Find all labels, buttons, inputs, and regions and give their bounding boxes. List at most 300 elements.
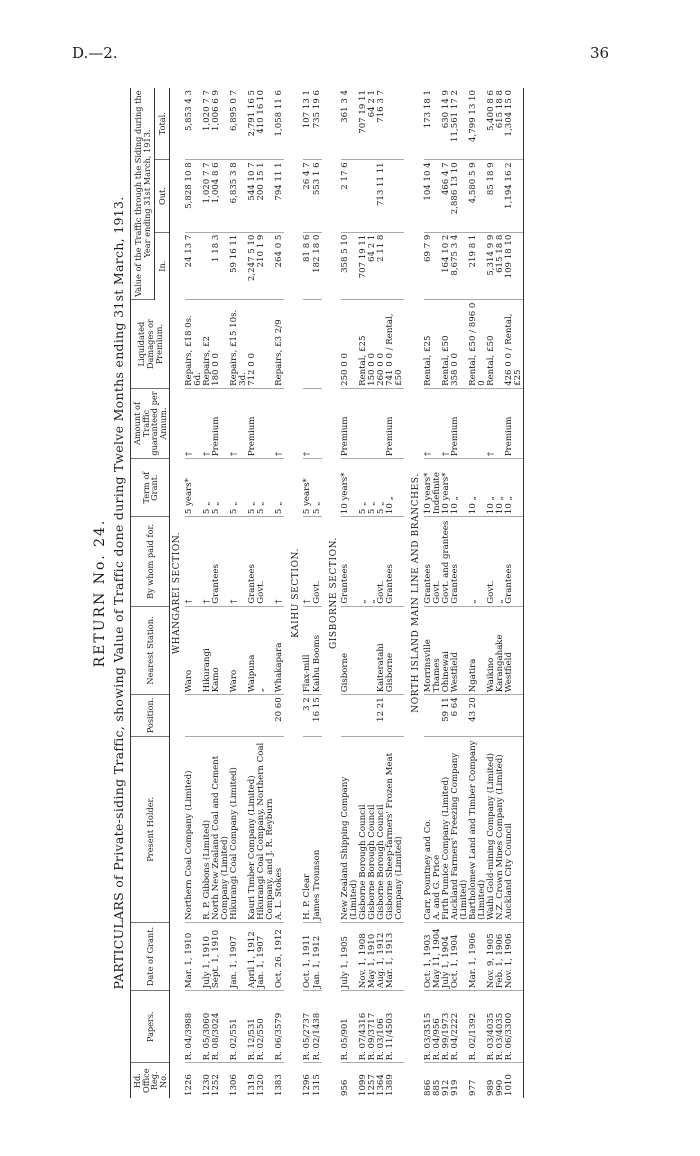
table-cell: 12 21 [377, 695, 386, 736]
table-cell [185, 695, 203, 736]
table-cell: 10 „ [469, 459, 487, 517]
table-cell: 1,020 7 7 [203, 160, 212, 232]
table-cell: 173 18 1 [424, 88, 433, 160]
table-cell: 5 „ [212, 459, 230, 517]
header-out: Out. [155, 160, 170, 232]
table-cell: † [303, 517, 312, 607]
table-cell: R. 07/4316 [359, 991, 368, 1063]
table-cell: July 1, 1910 [203, 922, 212, 990]
table-cell: 5,828 10 8 [185, 160, 203, 232]
table-cell: Hikurangi [203, 606, 212, 695]
table-cell: 200 15 1 [257, 160, 275, 232]
table-cell: „ [257, 606, 275, 695]
table-cell: Firth Pumice Company (Limited) [442, 736, 451, 922]
table-cell: R. 02/551 [230, 991, 248, 1063]
table-cell: 358 5 10 [341, 232, 359, 300]
header-in: In. [155, 232, 170, 300]
table-cell: 1383 [274, 1074, 285, 1096]
table-cell: R. 02/1392 [469, 991, 487, 1063]
table-cell: 466 4 7 [442, 160, 451, 232]
table-cell [469, 388, 487, 458]
table-cell: 5,853 4 3 [185, 88, 203, 160]
table-cell: 69 7 9 [424, 232, 433, 300]
table-cell [359, 606, 368, 695]
table-cell: Feb. 1, 1906 [496, 922, 505, 990]
section-heading: GISBORNE SECTION. [328, 536, 339, 650]
table-cell: Premium [451, 388, 469, 458]
table-cell: † [185, 388, 203, 458]
table-cell: 1,006 6 9 [212, 88, 230, 160]
table-cell: Grantees [341, 517, 359, 607]
table-cell: Gisborne Borough Council [368, 736, 377, 922]
table-cell: H. P. Clear [303, 736, 312, 922]
table-cell: 5 „ [257, 459, 275, 517]
table-cell: Ohinewai [442, 606, 451, 695]
table-cell: Westfield [505, 606, 524, 695]
table-cell: 5 years* [185, 459, 203, 517]
table-cell: Indefinite [433, 459, 442, 517]
table-cell: R. 12/531 [248, 991, 257, 1063]
table-cell: R. 08/3024 [212, 991, 230, 1063]
table-cell: 104 10 4 [424, 160, 433, 232]
table-cell: 1306 [228, 1074, 239, 1096]
table-cell: † [442, 388, 451, 458]
section-heading: KAIHU SECTION. [291, 548, 302, 638]
table-cell [386, 695, 404, 736]
table-cell: Aug. 1, 1912 [377, 922, 386, 990]
table-cell: Gisborne Borough Council [377, 736, 386, 922]
header-damages: Liquidated Damages or Premium. [131, 300, 170, 389]
table-body [170, 88, 523, 1098]
table-cell: Thames [433, 606, 442, 695]
table-cell: 3 2 [303, 695, 312, 736]
table-cell: 64 2 1 [368, 232, 377, 300]
table-cell: Kamo [212, 606, 230, 695]
table-cell [505, 695, 524, 736]
table-cell: Gisborne [341, 606, 359, 695]
table-cell: May 1, 1910 [368, 922, 377, 990]
table-cell: Karangahake [496, 606, 505, 695]
table-row [505, 88, 524, 1098]
table-row [386, 88, 404, 1098]
table-cell: Sept. 1, 1910 [212, 922, 230, 990]
table-cell [386, 160, 404, 232]
table-cell: 410 16 10 [257, 88, 275, 160]
table-cell: „ [469, 517, 487, 607]
table-cell [496, 695, 505, 736]
table-cell: 64 2 1 [368, 88, 377, 160]
section-heading-row [289, 88, 303, 1098]
table-cell: May 11, 1904 [433, 922, 442, 990]
table-cell: R. 06/3300 [505, 991, 524, 1063]
table-cell: R. 03/4035 [487, 991, 496, 1063]
table-row [230, 88, 248, 1098]
table-cell [212, 695, 230, 736]
table-row [451, 88, 469, 1098]
table-cell: Northern Coal Company (Limited) [185, 736, 203, 922]
table-cell: 6,895 0 7 [230, 88, 248, 160]
table-cell: 5,314 9 9 [487, 232, 496, 300]
table-cell [248, 695, 257, 736]
table-cell: † [275, 517, 284, 607]
table-cell: Rental, £25 [359, 300, 368, 389]
table-cell: R. 04/956 [433, 991, 442, 1063]
table-cell: Govt. [313, 517, 322, 607]
table-cell [230, 695, 248, 736]
table-cell: 1,304 15 0 [505, 88, 524, 160]
table-cell: R. 09/3717 [368, 991, 377, 1063]
table-cell: 8,675 3 4 [451, 232, 469, 300]
table-cell: Jan. 1, 1907 [257, 922, 275, 990]
table-cell: 10 years* [442, 459, 451, 517]
table-cell: 1315 [311, 1074, 322, 1096]
table-cell: 1226 [183, 1074, 194, 1096]
table-cell [433, 388, 442, 458]
table-cell: 712 0 0 [248, 300, 257, 389]
page-reference: D.—2. [72, 44, 118, 62]
table-cell: 10 „ [487, 459, 496, 517]
table-cell: Oct. 1, 1904 [451, 922, 469, 990]
table-cell: „ [496, 517, 505, 607]
table-cell: R. 05/2737 [303, 991, 312, 1063]
table-cell: Premium [341, 388, 359, 458]
table-cell: 1 18 3 [212, 232, 230, 300]
table-cell: 912 [440, 1079, 451, 1096]
header-regno: Hd. Office Reg. No. [131, 1063, 170, 1098]
table-cell: 361 3 4 [341, 88, 359, 160]
table-cell: Morrinsville [424, 606, 433, 695]
table-cell: 1364 [376, 1074, 387, 1096]
table-cell: Grantees [451, 517, 469, 607]
table-cell: Oct. 26, 1912 [275, 922, 284, 990]
table-cell [341, 695, 359, 736]
table-cell: Mar. 1, 1906 [469, 922, 487, 990]
table-cell: † [203, 517, 212, 607]
table-cell: 5 „ [275, 459, 284, 517]
table-cell [303, 300, 312, 389]
table-cell: 1,058 11 6 [275, 88, 284, 160]
table-cell: Flax-mill [303, 606, 312, 695]
table-cell: Grantees [386, 517, 404, 607]
table-cell: Nov. 1, 1906 [505, 922, 524, 990]
table-cell: 180 0 0 [212, 300, 230, 389]
table-cell: 1,020 7 7 [203, 88, 212, 160]
table-cell: July 1, 1905 [341, 922, 359, 990]
table-cell: Nov. 9, 1905 [487, 922, 496, 990]
table-cell: † [230, 388, 248, 458]
table-cell: Repairs, £18 0s. 6d. [185, 300, 203, 389]
table-cell: Mar. 1, 1910 [185, 922, 203, 990]
table-cell: 26 4 7 [303, 160, 312, 232]
table-cell: 16 15 [313, 695, 322, 736]
table-cell [313, 300, 322, 389]
table-cell: 1319 [246, 1074, 257, 1096]
header-total: Total. [155, 88, 170, 160]
table-cell: 5 „ [368, 459, 377, 517]
table-cell: 59 11 [442, 695, 451, 736]
table-cell: 990 [494, 1079, 505, 1096]
table-cell: Grantees [248, 517, 257, 607]
table-cell: 182 18 0 [313, 232, 322, 300]
table-cell: Gisborne Sheep-farmers' Frozen Meat Company (Limited) [386, 736, 404, 922]
table-cell: Waipuna [248, 606, 257, 695]
table-cell: Kaiteratahi [377, 606, 386, 695]
table-cell: Whakapara [275, 606, 284, 695]
table-cell: 716 3 7 [377, 88, 386, 160]
table-cell: Premium [505, 388, 524, 458]
table-cell: 10 „ [386, 459, 404, 517]
header-term: Term of Grant. [131, 459, 170, 517]
table-cell [424, 695, 433, 736]
table-cell: 250 0 0 [341, 300, 359, 389]
table-cell [359, 695, 368, 736]
section-heading-row [409, 88, 423, 1098]
table-cell: 1,004 8 6 [212, 160, 230, 232]
table-cell: James Trounson [313, 736, 322, 922]
table-cell: R. 05/901 [341, 991, 359, 1063]
table-row [341, 88, 359, 1098]
table-cell: 544 10 7 [248, 160, 257, 232]
table-cell: Grantees [424, 517, 433, 607]
header-value-group: Value of the Traffic through the Siding during the Year ending 31st March, 1913. [131, 88, 155, 300]
table-cell: R. 02/1438 [313, 991, 322, 1063]
table-cell: R. 11/4503 [386, 991, 404, 1063]
table-cell: 866 [422, 1079, 433, 1096]
table-cell: 4,580 5 9 [469, 160, 487, 232]
table-cell: Hikurangi Coal Company, Northern Coal Company, and J. R. Reyburn [257, 736, 275, 922]
table-cell: 4,799 13 10 [469, 88, 487, 160]
table-cell [359, 388, 368, 458]
table-cell: 5,400 8 6 [487, 88, 496, 160]
table-row [185, 88, 203, 1098]
header-holder: Present Holder. [131, 736, 170, 922]
table-cell: 150 0 0 [368, 300, 377, 389]
table-cell: † [424, 388, 433, 458]
table-cell: 956 [339, 1079, 350, 1096]
table-cell: 794 11 1 [275, 160, 284, 232]
header-amount: Amount of Traffic guaranteed per Annum. [131, 388, 170, 458]
table-cell: 2,886 13 10 [451, 160, 469, 232]
table-cell: 1296 [302, 1074, 313, 1096]
header-papers: Papers. [131, 991, 170, 1063]
table-cell: Grantees [505, 517, 524, 607]
table-cell: 885 [431, 1079, 442, 1096]
table-cell: 426 0 0 / Rental, £25 [505, 300, 524, 389]
table-cell: † [275, 388, 284, 458]
table-cell: 5 „ [203, 459, 212, 517]
table-cell: Rental, £50 [442, 300, 451, 389]
table-cell: 85 18 9 [487, 160, 496, 232]
table-row [275, 88, 284, 1098]
table-cell: 24 13 7 [185, 232, 203, 300]
section-heading-row [170, 88, 185, 1098]
table-cell: A. L. Stokes [275, 736, 284, 922]
table-cell: „ [368, 517, 377, 607]
table-cell: 1252 [210, 1074, 221, 1096]
table-cell: 59 16 11 [230, 232, 248, 300]
table-cell: 109 18 10 [505, 232, 524, 300]
table-cell: 6,835 3 8 [230, 160, 248, 232]
table-cell: 615 18 8 [496, 88, 505, 160]
table-cell: 1389 [385, 1074, 396, 1096]
table-cell: Carr, Pountney and Co. [424, 736, 433, 922]
table-cell: 989 [485, 1079, 496, 1096]
table-cell: R. 04/2222 [451, 991, 469, 1063]
table-cell: Gisborne [386, 606, 404, 695]
table-cell: 1320 [256, 1074, 266, 1096]
table-row [313, 88, 322, 1098]
table-cell [257, 388, 275, 458]
table-cell: R. 03/4035 [496, 991, 505, 1063]
table-cell: † [203, 388, 212, 458]
table-cell: 713 11 11 [377, 160, 386, 232]
table-cell: Jan. 1, 1907 [230, 922, 248, 990]
section-heading-row [327, 88, 341, 1098]
private-siding-table [130, 88, 524, 1098]
table-cell: North New Zealand Coal and Cement Company (Limited) [212, 736, 230, 922]
table-cell: July 1, 1904 [442, 922, 451, 990]
table-cell: R. 03/106 [377, 991, 386, 1063]
section-heading: NORTH ISLAND MAIN LINE AND BRANCHES. [411, 473, 422, 713]
table-cell: Mar. 1, 1913 [386, 922, 404, 990]
table-cell: 219 8 1 [469, 232, 487, 300]
table-cell: Govt. [487, 517, 496, 607]
table-cell: 2 11 8 [377, 232, 386, 300]
table-cell: 10 „ [451, 459, 469, 517]
table-cell: 107 13 1 [303, 88, 312, 160]
table-cell: Kaihu Booms [313, 606, 322, 695]
table-cell: 260 0 0 [377, 300, 386, 389]
table-cell: R. 99/1973 [442, 991, 451, 1063]
table-row [257, 88, 275, 1098]
table-cell: 210 1 9 [257, 232, 275, 300]
table-row [469, 88, 487, 1098]
table-cell: † [185, 517, 203, 607]
section-heading: WHANGAREI SECTION. [172, 531, 183, 655]
table-cell: New Zealand Shipping Company (Limited) [341, 736, 359, 922]
table-cell [203, 695, 212, 736]
table-cell: A. and G. Price [433, 736, 442, 922]
rotated-table-block [90, 88, 658, 1098]
table-cell: 707 19 11 [359, 232, 368, 300]
table-cell: 10 „ [505, 459, 524, 517]
table-cell: 5 „ [248, 459, 257, 517]
table-cell: 615 18 8 [496, 232, 505, 300]
table-cell: Auckland City Council [505, 736, 524, 922]
table-cell: Westfield [451, 606, 469, 695]
table-cell: Hikurangi Coal Company (Limited) [230, 736, 248, 922]
table-cell: Premium [248, 388, 257, 458]
table-cell [487, 695, 496, 736]
page-number: 36 [590, 44, 610, 62]
table-cell [386, 232, 404, 300]
table-cell: R. P. Gibbons (Limited) [203, 736, 212, 922]
table-cell: 5 „ [359, 459, 368, 517]
table-cell: 164 10 2 [442, 232, 451, 300]
table-row [212, 88, 230, 1098]
table-cell: R. 05/3060 [203, 991, 212, 1063]
table-cell: Oct. 1, 1903 [424, 922, 433, 990]
header-paid: By whom paid for. [131, 517, 170, 607]
table-cell: Oct. 1, 1911 [303, 922, 312, 990]
table-cell: Jan. 1, 1912 [313, 922, 322, 990]
header-date: Date of Grant. [131, 922, 170, 990]
table-cell: 707 19 11 [359, 88, 368, 160]
table-cell: Grantees [212, 517, 230, 607]
table-cell: R. 02/550 [257, 991, 275, 1063]
table-cell: 977 [467, 1079, 478, 1096]
table-cell: 2,791 16 5 [248, 88, 257, 160]
table-cell: 2,247 5 10 [248, 232, 257, 300]
table-cell: Auckland Farmers' Freezing Company (Limited) [451, 736, 469, 922]
table-cell: Waikino [487, 606, 496, 695]
header-station: Nearest Station. [131, 606, 170, 695]
table-cell [386, 88, 404, 160]
table-cell: 1099 [357, 1074, 368, 1096]
table-cell: 5 years* [303, 459, 312, 517]
table-cell: Waihi Gold-mining Company (Limited) [487, 736, 496, 922]
table-cell: 81 8 6 [303, 232, 312, 300]
table-cell: R. 04/3988 [185, 991, 203, 1063]
table-cell: 630 14 9 [442, 88, 451, 160]
table-cell [368, 388, 377, 458]
table-cell: 20 60 [275, 695, 284, 736]
table-cell: † [303, 388, 312, 458]
table-cell: Govt. [377, 517, 386, 607]
table-cell: Repairs, £2 [203, 300, 212, 389]
table-cell: Govt. and grantees [442, 517, 451, 607]
table-cell: Waro [230, 606, 248, 695]
table-cell: 553 1 6 [313, 160, 322, 232]
table-cell [313, 388, 322, 458]
table-cell [359, 160, 368, 232]
table-cell: 5 „ [230, 459, 248, 517]
table-cell: 735 19 6 [313, 88, 322, 160]
table-subtitle: PARTICULARS of Private-siding Traffic, showing Value of Traffic done during Twelve Months ending 31st March, 1913. [111, 196, 126, 990]
header-position: Position. [131, 695, 170, 736]
table-cell: 6 64 [451, 695, 469, 736]
table-cell: 5 „ [313, 459, 322, 517]
table-cell: Govt. [257, 517, 275, 607]
table-cell: 2 17 6 [341, 160, 359, 232]
table-cell: Nov. 1, 1908 [359, 922, 368, 990]
table-cell: R. 03/3515 [424, 991, 433, 1063]
table-cell: 11,561 17 2 [451, 88, 469, 160]
table-cell: 919 [449, 1079, 460, 1096]
table-cell: Rental, £50 / 896 0 0 [469, 300, 487, 389]
table-cell: † [487, 388, 496, 458]
table-cell [257, 300, 275, 389]
table-cell: 1,194 16 2 [505, 160, 524, 232]
table-cell: Govt. [433, 517, 442, 607]
table-cell: 741 0 0 / Rental, £50 [386, 300, 404, 389]
table-cell: Kauri Timber Company (Limited) [248, 736, 257, 922]
table-cell: Premium [386, 388, 404, 458]
table-cell: 5 „ [377, 459, 386, 517]
table-cell: Repairs, £15 10s. 3d. [230, 300, 248, 389]
table-cell: R. 06/3579 [275, 991, 284, 1063]
table-cell: 1257 [367, 1074, 377, 1096]
table-cell: 264 0 5 [275, 232, 284, 300]
table-cell: Bartholomew Land and Timber Company (Limited) [469, 736, 487, 922]
table-cell: 1010 [505, 1063, 524, 1098]
table-cell: Gisborne Borough Council [359, 736, 368, 922]
table-cell: 10 years* [341, 459, 359, 517]
table-cell: 1230 [201, 1074, 212, 1096]
table-cell: Premium [212, 388, 230, 458]
table-cell: † [230, 517, 248, 607]
table-cell: 358 0 0 [451, 300, 469, 389]
